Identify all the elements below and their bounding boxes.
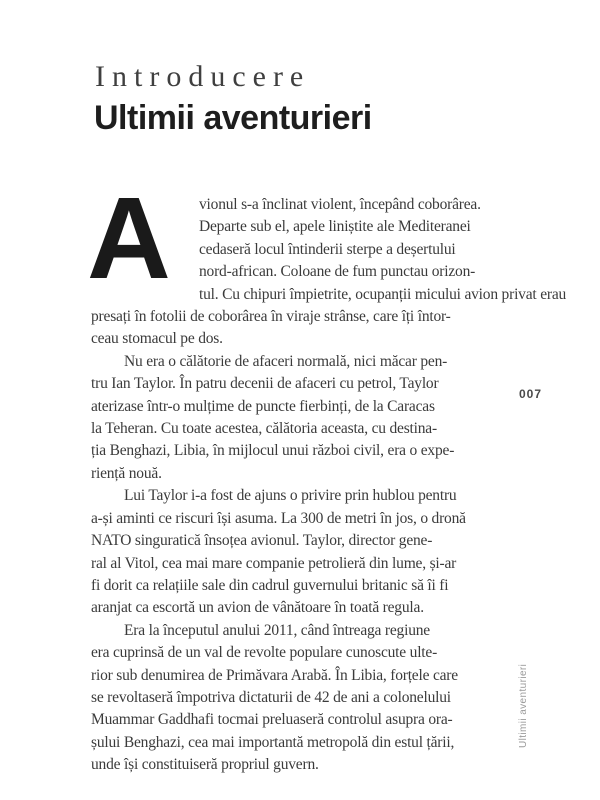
text-line: ral al Vitol, cea mai mare companie petrolieră din lume, și-ar [91,554,457,572]
text-line: aterizase într-o mulțime de puncte fierbinți, de la Caracas [91,397,435,415]
text-line: șului Benghazi, cea mai importantă metropolă din estul țării, [91,733,455,751]
text-line: NATO singuratică însoțea avionul. Taylor, director gene- [91,532,433,550]
text-line: era cuprinsă de un val de revolte populare cunoscute ulte- [91,644,438,662]
paragraph [87,173,567,351]
text-line: vionul s-a înclinat violent, începând coborârea. [199,196,481,213]
text-line: tru Ian Taylor. În patru decenii de afaceri cu petrol, Taylor [91,375,439,393]
text-line: la Teheran. Cu toate acestea, călătoria aceasta, cu destina- [91,420,437,438]
paragraph [91,620,521,777]
text-line: Muammar Gaddhafi tocmai preluaseră controlul asupra ora- [91,711,453,729]
text-line: Era la începutul anului 2011, când întreaga regiune [124,621,430,639]
text-line: riență nouă. [91,464,162,482]
text-line: cedaseră locul întinderii sterpe a deșertului [199,240,456,258]
text-line: se revoltaseră împotriva dictaturii de 42 de ani a colonelului [91,688,451,706]
text-line: rior sub denumirea de Primăvara Arabă. În Libia, forțele care [91,666,458,684]
text-line: presați în fotolii de coborârea în viraje strânse, care îți întor- [91,308,451,326]
text-line: fi dorit ca relațiile sale din cadrul guvernului britanic să îi fi [91,576,449,594]
text-line: aranjat ca escortă un avion de vânătoare în toată regula. [91,599,424,617]
text-line: nord-african. Coloane de fum punctau orizon- [199,263,476,281]
page-number: 007 [519,387,543,401]
text-line: ceau stomacul pe dos. [91,330,223,348]
text-line: ția Benghazi, Libia, în mijlocul unui război civil, era o expe- [91,442,455,460]
paragraph [91,485,521,619]
text-line: Nu era o călătorie de afaceri normală, nici măcar pen- [124,352,448,370]
text-line: tul. Cu chipuri împietrite, ocupanții micului avion privat erau [199,285,567,303]
running-footer-vertical: Ultimii aventurieri [518,663,529,748]
drop-cap: A [87,173,169,303]
text-line: Lui Taylor i-a fost de ajuns o privire prin hublou pentru [124,487,457,505]
text-line: unde își constituiseră propriul guvern. [91,756,319,774]
paragraph [91,351,521,485]
chapter-kicker: Introducere [95,60,311,93]
chapter-title: Ultimii aventurieri [94,99,372,137]
text-line: a-și aminti ce riscuri își asuma. La 300 de metri în jos, o dronă [91,509,466,527]
text-line: Departe sub el, apele liniștite ale Mediteranei [199,218,471,236]
